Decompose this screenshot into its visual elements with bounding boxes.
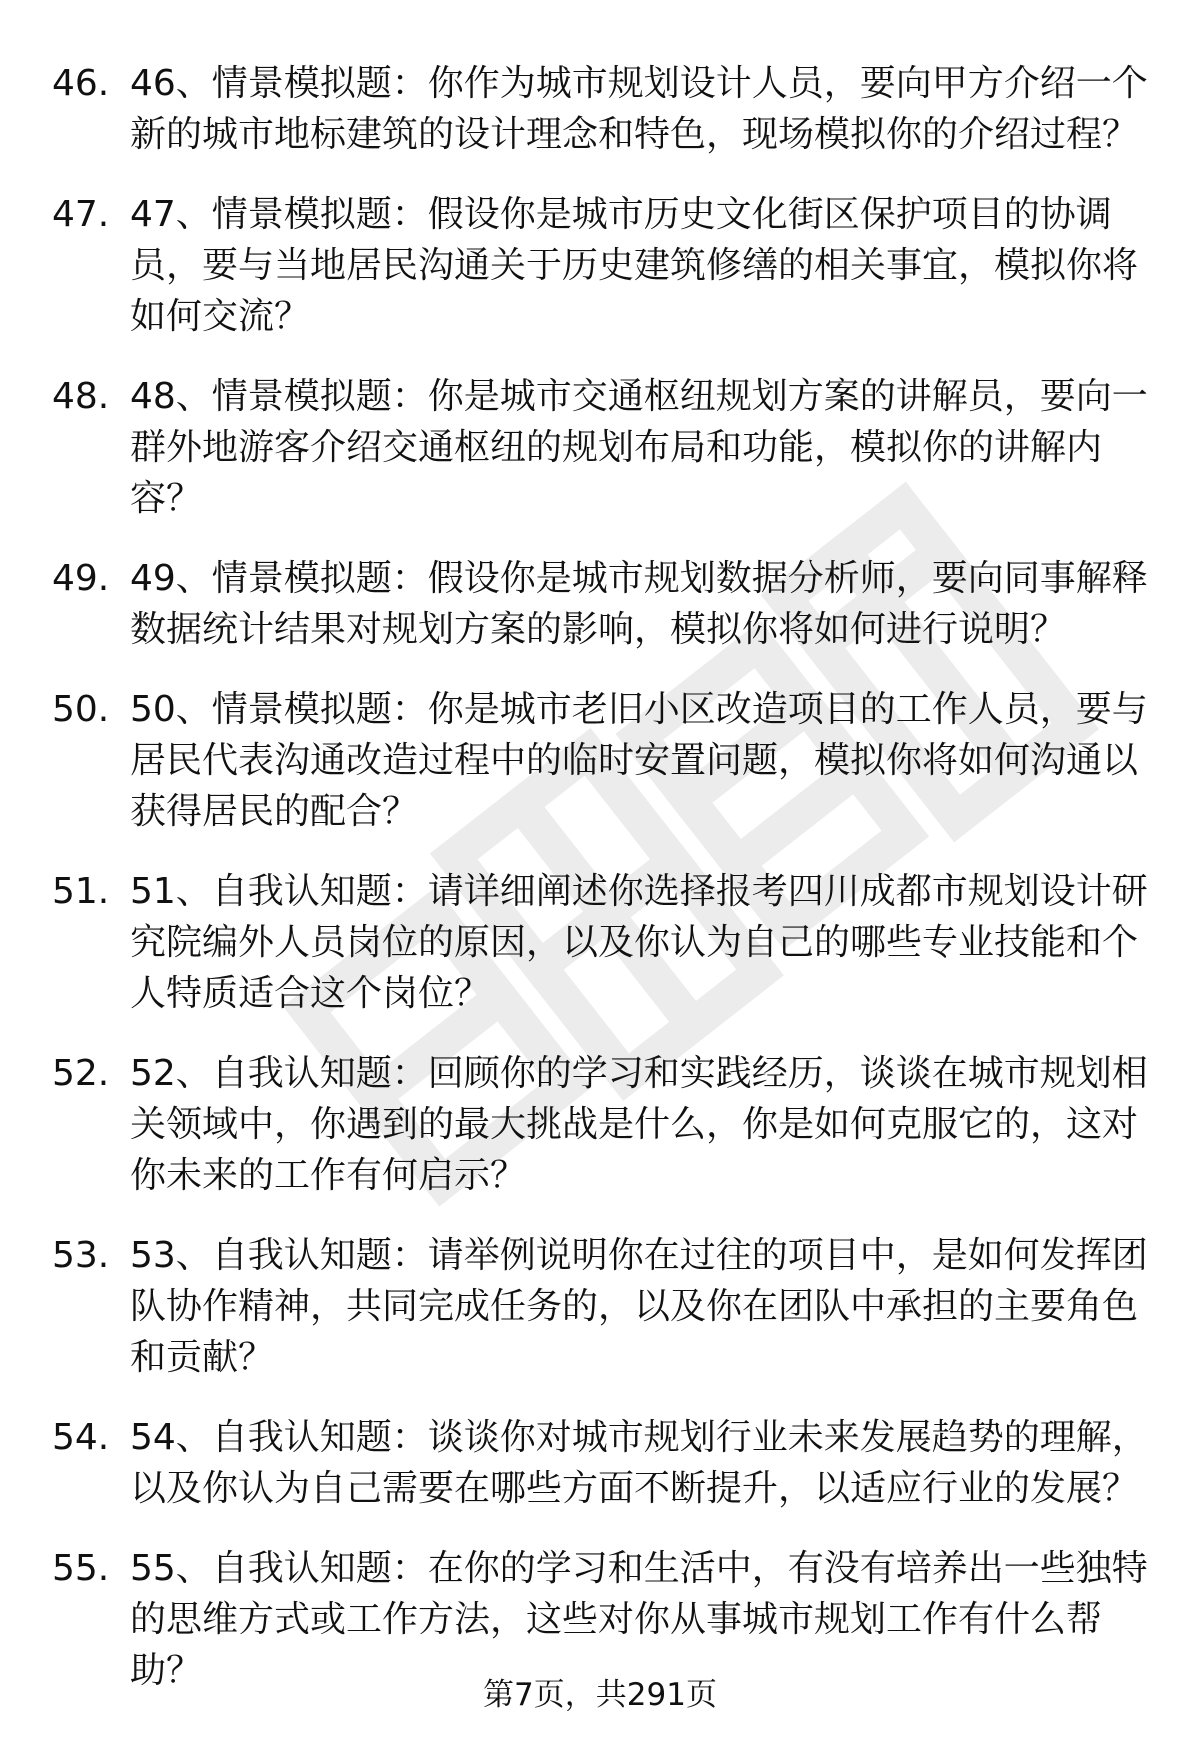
question-list <box>52 58 1162 1725</box>
list-item <box>52 1048 1162 1201</box>
question-number: 46. <box>52 63 110 104</box>
question-text: 52、自我认知题：回顾你的学习和实践经历，谈谈在城市规划相关领域中，你遇到的最大挑战是什么，你是如何克服它的，这对你未来的工作有何启示？ <box>130 1053 1148 1196</box>
question-text: 55、自我认知题：在你的学习和生活中，有没有培养出一些独特的思维方式或工作方法，这些对你从事城市规划工作有什么帮助？ <box>130 1548 1148 1691</box>
list-item <box>52 553 1162 655</box>
question-text: 48、情景模拟题：你是城市交通枢纽规划方案的讲解员，要向一群外地游客介绍交通枢纽的规划布局和功能，模拟你的讲解内容？ <box>130 376 1148 519</box>
question-number: 51. <box>52 871 110 912</box>
question-number: 50. <box>52 689 110 730</box>
page-footer: 第7页，共291页 <box>483 1677 717 1713</box>
list-item <box>52 1543 1162 1696</box>
question-text: 50、情景模拟题：你是城市老旧小区改造项目的工作人员，要与居民代表沟通改造过程中的临时安置问题，模拟你将如何沟通以获得居民的配合？ <box>130 689 1148 832</box>
list-item <box>52 684 1162 837</box>
list-item <box>52 189 1162 342</box>
question-text: 47、情景模拟题：假设你是城市历史文化街区保护项目的协调员，要与当地居民沟通关于历史建筑修缮的相关事宜，模拟你将如何交流？ <box>130 194 1139 337</box>
question-text: 54、自我认知题：谈谈你对城市规划行业未来发展趋势的理解，以及你认为自己需要在哪些方面不断提升，以适应行业的发展？ <box>130 1417 1148 1509</box>
question-text: 51、自我认知题：请详细阐述你选择报考四川成都市规划设计研究院编外人员岗位的原因，以及你认为自己的哪些专业技能和个人特质适合这个岗位？ <box>130 871 1148 1014</box>
question-number: 48. <box>52 376 110 417</box>
question-text: 49、情景模拟题：假设你是城市规划数据分析师，要向同事解释数据统计结果对规划方案的影响，模拟你将如何进行说明？ <box>130 558 1148 650</box>
question-number: 47. <box>52 194 110 235</box>
list-item <box>52 1230 1162 1383</box>
question-number: 53. <box>52 1235 110 1276</box>
question-number: 52. <box>52 1053 110 1094</box>
list-item <box>52 866 1162 1019</box>
question-number: 49. <box>52 558 110 599</box>
question-text: 46、情景模拟题：你作为城市规划设计人员，要向甲方介绍一个新的城市地标建筑的设计理念和特色，现场模拟你的介绍过程？ <box>130 63 1148 155</box>
list-item <box>52 1412 1162 1514</box>
list-item <box>52 371 1162 524</box>
list-item <box>52 58 1162 160</box>
question-number: 54. <box>52 1417 110 1458</box>
question-number: 55. <box>52 1548 110 1589</box>
question-text: 53、自我认知题：请举例说明你在过往的项目中，是如何发挥团队协作精神，共同完成任务的，以及你在团队中承担的主要角色和贡献？ <box>130 1235 1148 1378</box>
